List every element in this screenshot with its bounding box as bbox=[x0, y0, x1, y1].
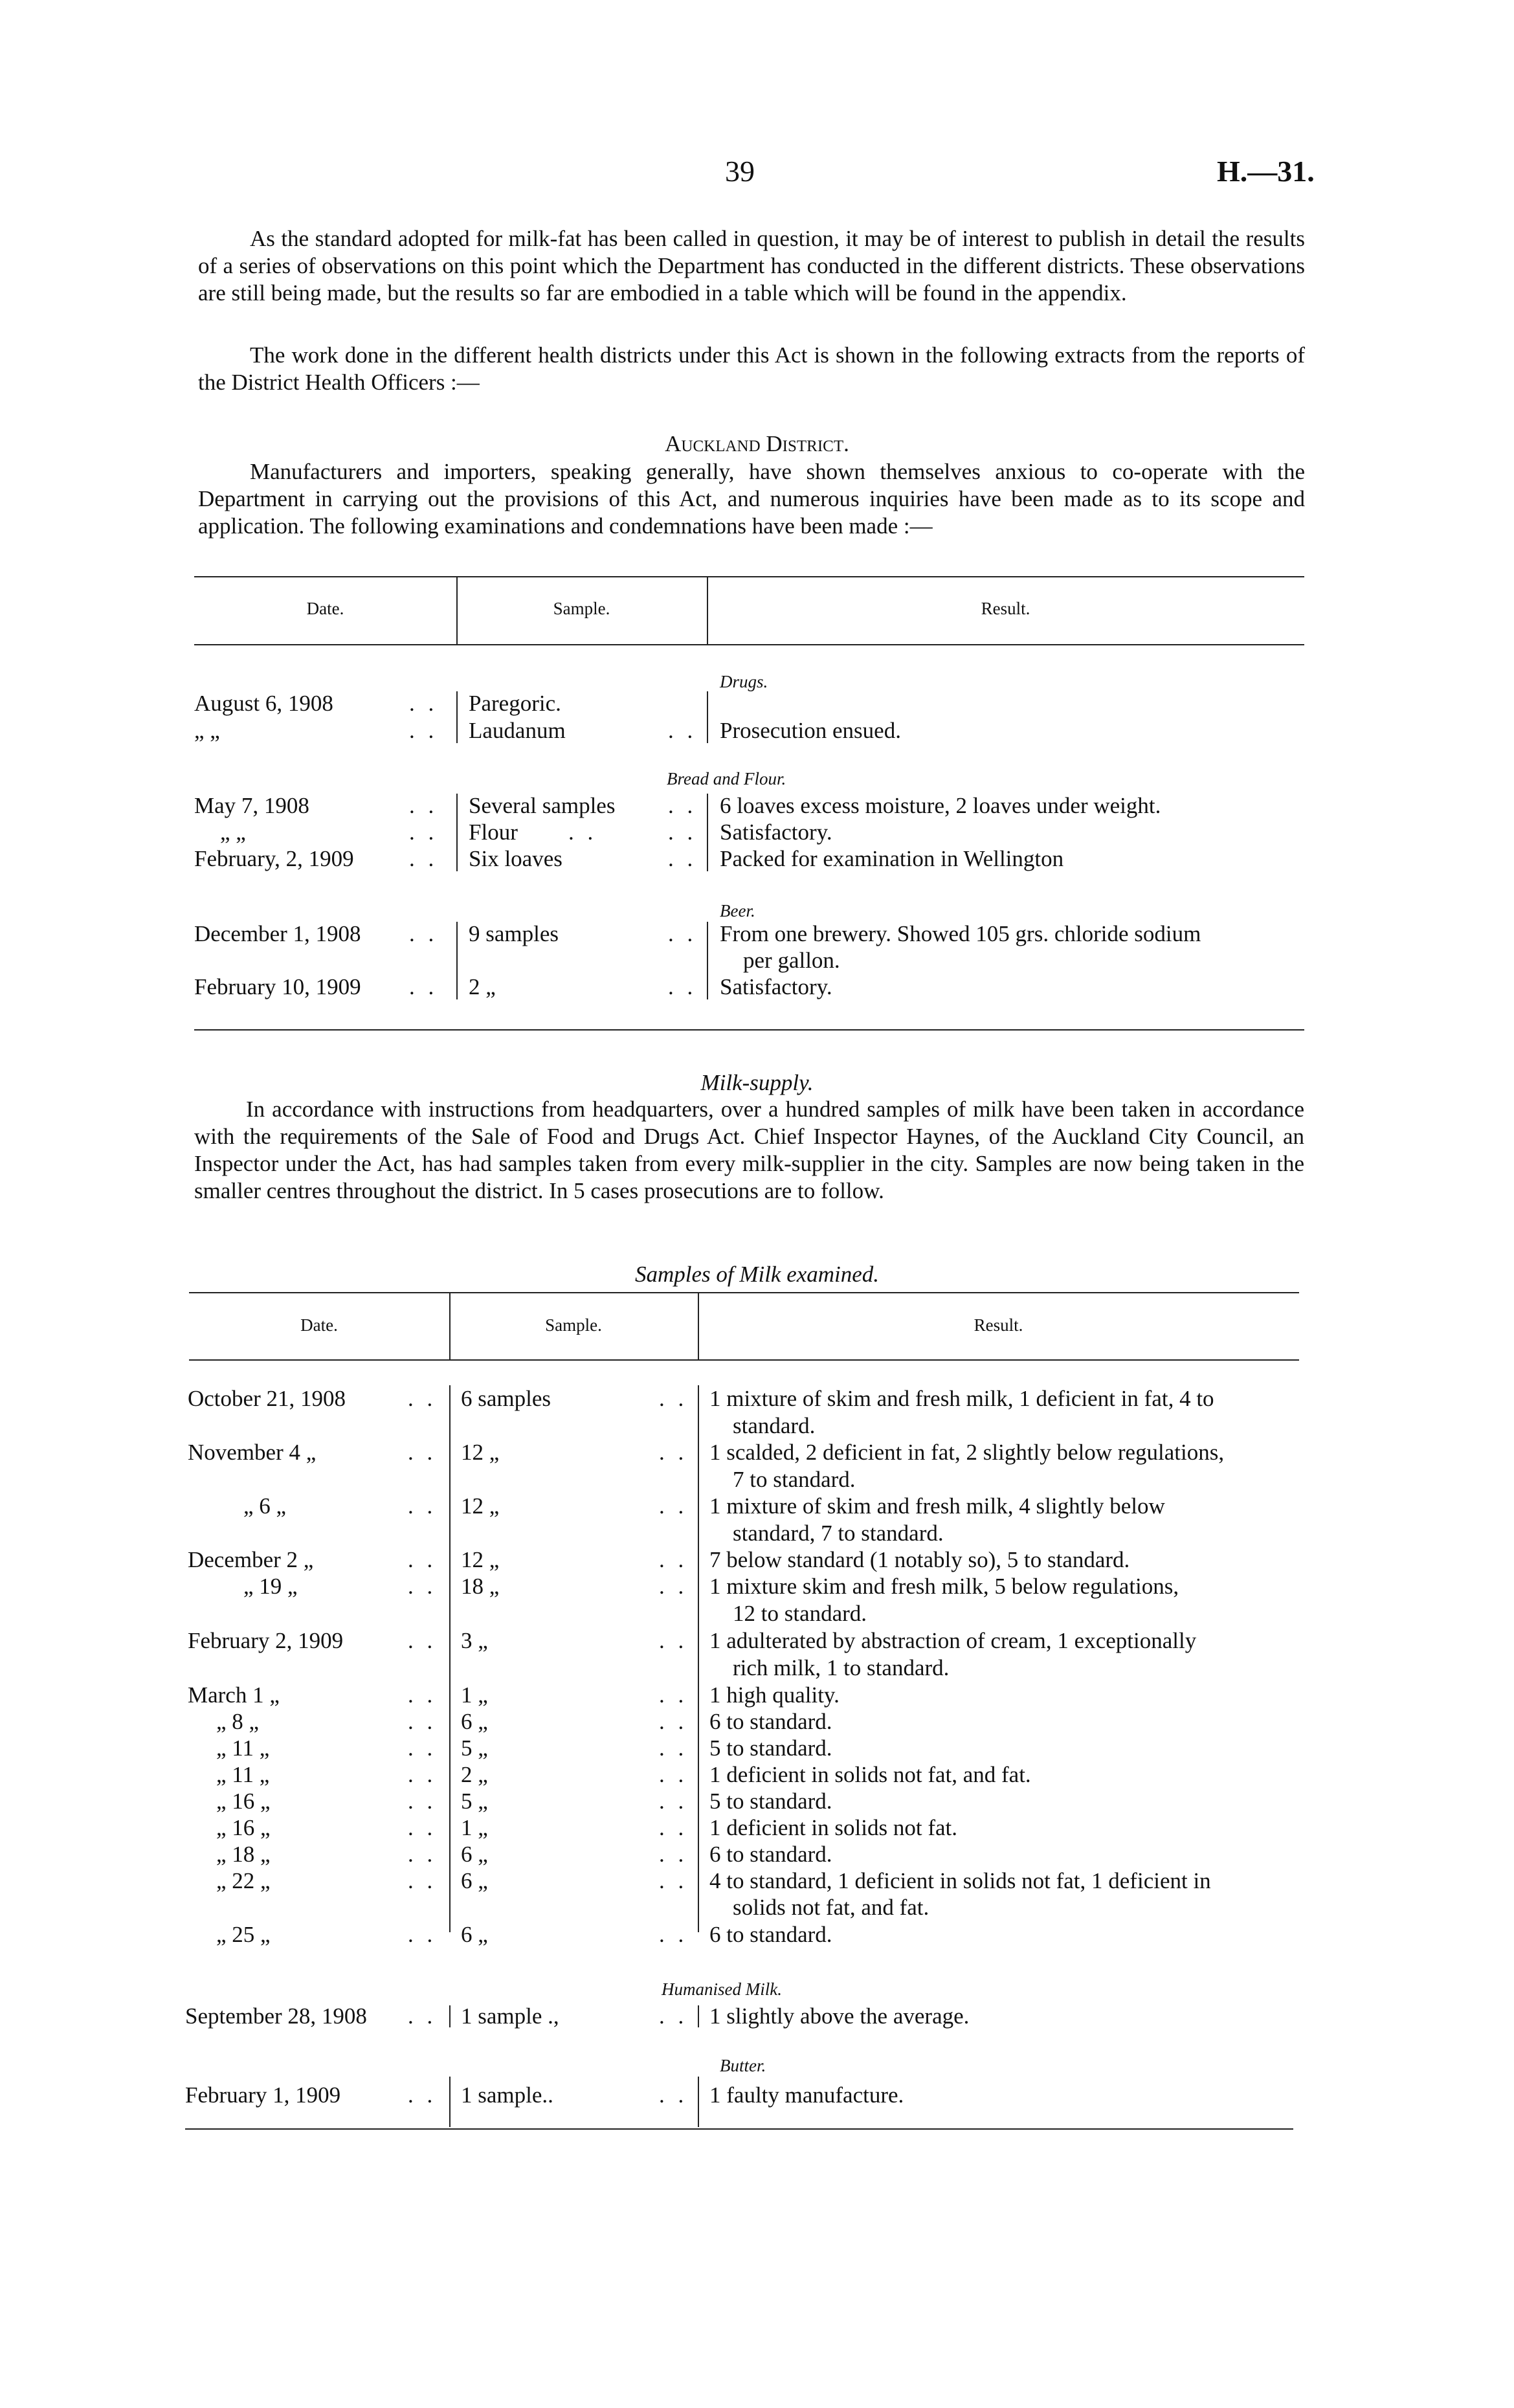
leader-dots: . . bbox=[408, 1682, 437, 1708]
table-row-date: August 6, 1908 bbox=[194, 691, 333, 716]
butter-result: 1 faulty manufacture. bbox=[709, 2082, 904, 2108]
table-row-date: November 4 „ bbox=[188, 1440, 317, 1465]
leader-dots: . . bbox=[659, 1842, 688, 1867]
leader-dots: . . bbox=[408, 1789, 437, 1814]
table-row-date: „ 11 „ bbox=[216, 1762, 270, 1787]
leader-dots: . . bbox=[659, 2003, 688, 2029]
leader-dots: . . bbox=[668, 921, 697, 946]
table-row-sample: 2 „ bbox=[469, 974, 496, 999]
table-row-date: „ „ bbox=[220, 819, 246, 845]
table2-header-sample: Sample. bbox=[545, 1315, 602, 1335]
table-row-sample: 12 „ bbox=[461, 1440, 500, 1465]
table-row-date: „ 16 „ bbox=[216, 1815, 271, 1840]
leader-dots: . . bbox=[659, 1628, 688, 1653]
table-row-result: 1 mixture of skim and fresh milk, 1 deficient in fat, 4 to bbox=[709, 1386, 1214, 1411]
page-number: 39 bbox=[725, 155, 755, 188]
table-row-date: „ 11 „ bbox=[216, 1735, 270, 1761]
leader-dots: . . bbox=[409, 819, 438, 845]
table-row-result: Satisfactory. bbox=[720, 974, 832, 999]
table-row-sample: 6 samples bbox=[461, 1386, 551, 1411]
table-row-sample: 18 „ bbox=[461, 1574, 500, 1599]
butter-sample: 1 sample.. bbox=[461, 2082, 553, 2108]
leader-dots: . . bbox=[659, 1868, 688, 1893]
leader-dots: . . bbox=[659, 1440, 688, 1465]
leader-dots: . . bbox=[659, 1922, 688, 1947]
table-row-date: May 7, 1908 bbox=[194, 793, 309, 818]
leader-dots: . . bbox=[408, 2082, 437, 2108]
table-row-result: 4 to standard, 1 deficient in solids not fat, 1 deficient in bbox=[709, 1868, 1211, 1893]
leader-dots: . . bbox=[659, 1709, 688, 1734]
leader-dots: . . bbox=[668, 793, 697, 818]
table-row-sample: 6 „ bbox=[461, 1922, 488, 1947]
milk-heading: Milk-supply. bbox=[700, 1070, 814, 1095]
table-row-date: „ 16 „ bbox=[216, 1789, 271, 1814]
leader-dots: . . bbox=[409, 691, 438, 716]
leader-dots: . . bbox=[408, 2003, 437, 2029]
leader-dots: . . bbox=[408, 1386, 437, 1411]
table1-header-date: Date. bbox=[306, 599, 344, 618]
section-drugs: Drugs. bbox=[720, 672, 768, 691]
table-row-sample: 12 „ bbox=[461, 1547, 500, 1572]
leader-dots: . . bbox=[659, 1574, 688, 1599]
table-row-result: 1 mixture of skim and fresh milk, 4 slightly below bbox=[709, 1493, 1165, 1519]
leader-dots: . . bbox=[409, 974, 438, 999]
table-row-sample: 6 „ bbox=[461, 1842, 488, 1867]
humanised-result: 1 slightly above the average. bbox=[709, 2003, 970, 2029]
table-row-result: Packed for examination in Wellington bbox=[720, 846, 1064, 871]
table-row-date: „ „ bbox=[194, 718, 220, 743]
table-row-result: 6 loaves excess moisture, 2 loaves under weight. bbox=[720, 793, 1161, 818]
leader-dots: . . bbox=[408, 1762, 437, 1787]
intro-paragraph-1: As the standard adopted for milk-fat has been called in question, it may be of interest to publish in detail the results of a series of observations on this point which the Department has conducted in the different districts. These observations are still being made, but the results so far are embodied in a table which will be found in the appendix. bbox=[198, 226, 1305, 306]
table-row-sample: 9 samples bbox=[469, 921, 559, 946]
table2-header-result: Result. bbox=[974, 1315, 1023, 1335]
table-row-sample: 12 „ bbox=[461, 1493, 500, 1519]
auckland-paragraph: Manufacturers and importers, speaking generally, have shown themselves anxious to co-operate with the Department in carrying out the provisions of this Act, and numerous inquiries have been made as to its scope and application. The following examinations and condemnations have been made :— bbox=[198, 459, 1305, 539]
leader-dots: . . bbox=[659, 2082, 688, 2108]
table1-header-result: Result. bbox=[981, 599, 1030, 618]
leader-dots: . . bbox=[659, 1682, 688, 1708]
leader-dots: . . bbox=[659, 1547, 688, 1572]
table-row-sample: 1 „ bbox=[461, 1815, 488, 1840]
table-row-sample: Flour bbox=[469, 819, 518, 845]
auckland-heading: Auckland District. bbox=[665, 431, 849, 456]
leader-dots: . . bbox=[668, 846, 697, 871]
table-row-date: „ 6 „ bbox=[243, 1493, 287, 1519]
table-row-result: 6 to standard. bbox=[709, 1842, 832, 1867]
leader-dots: . . bbox=[408, 1868, 437, 1893]
leader-dots: . . bbox=[409, 846, 438, 871]
table-row-sample: 6 „ bbox=[461, 1709, 488, 1734]
table-row-result-continued: standard, 7 to standard. bbox=[733, 1521, 944, 1546]
leader-dots: . . bbox=[408, 1574, 437, 1599]
table-row-sample: Laudanum bbox=[469, 718, 566, 743]
table-row-result: Prosecution ensued. bbox=[720, 718, 901, 743]
humanised-date: September 28, 1908 bbox=[185, 2003, 367, 2029]
table-row-date: March 1 „ bbox=[188, 1682, 280, 1708]
table-row-result: 7 below standard (1 notably so), 5 to standard. bbox=[709, 1547, 1130, 1572]
table-row-sample: 3 „ bbox=[461, 1628, 488, 1653]
table-row-result: 1 deficient in solids not fat. bbox=[709, 1815, 957, 1840]
section-humanised-milk: Humanised Milk. bbox=[662, 1979, 782, 1999]
table-row-date: December 2 „ bbox=[188, 1547, 314, 1572]
document-reference: H.—31. bbox=[1217, 155, 1315, 188]
table-row-result-continued: 7 to standard. bbox=[733, 1467, 856, 1492]
table-row-result-continued: per gallon. bbox=[743, 948, 840, 973]
leader-dots: . . bbox=[408, 1815, 437, 1840]
table-row-date: „ 8 „ bbox=[216, 1709, 260, 1734]
table-row-result: 1 adulterated by abstraction of cream, 1 exceptionally bbox=[709, 1628, 1197, 1653]
table-row-result-continued: standard. bbox=[733, 1413, 816, 1438]
table-row-sample: Several samples bbox=[469, 793, 616, 818]
leader-dots: . . bbox=[568, 819, 597, 845]
leader-dots: . . bbox=[409, 921, 438, 946]
leader-dots: . . bbox=[659, 1815, 688, 1840]
table-row-sample: 5 „ bbox=[461, 1735, 488, 1761]
leader-dots: . . bbox=[408, 1842, 437, 1867]
table-row-sample: 1 „ bbox=[461, 1682, 488, 1708]
table-row-sample: 5 „ bbox=[461, 1789, 488, 1814]
table-row-result: From one brewery. Showed 105 grs. chloride sodium bbox=[720, 921, 1201, 946]
table-row-date: „ 19 „ bbox=[243, 1574, 298, 1599]
leader-dots: . . bbox=[659, 1735, 688, 1761]
leader-dots: . . bbox=[408, 1493, 437, 1519]
table-row-date: „ 22 „ bbox=[216, 1868, 271, 1893]
leader-dots: . . bbox=[659, 1386, 688, 1411]
table-row-result-continued: rich milk, 1 to standard. bbox=[733, 1655, 950, 1680]
table1-header-sample: Sample. bbox=[553, 599, 610, 618]
table-row-sample: Six loaves bbox=[469, 846, 562, 871]
table-row-result: 1 mixture skim and fresh milk, 5 below regulations, bbox=[709, 1574, 1179, 1599]
table-row-date: October 21, 1908 bbox=[188, 1386, 346, 1411]
leader-dots: . . bbox=[659, 1789, 688, 1814]
table-row-date: „ 18 „ bbox=[216, 1842, 271, 1867]
humanised-sample: 1 sample ., bbox=[461, 2003, 559, 2029]
table-row-result: 5 to standard. bbox=[709, 1789, 832, 1814]
leader-dots: . . bbox=[408, 1440, 437, 1465]
table-row-date: February 10, 1909 bbox=[194, 974, 361, 999]
table-row-date: February 2, 1909 bbox=[188, 1628, 344, 1653]
table-row-date: „ 25 „ bbox=[216, 1922, 271, 1947]
leader-dots: . . bbox=[408, 1628, 437, 1653]
milk-table-title: Samples of Milk examined. bbox=[634, 1262, 880, 1287]
leader-dots: . . bbox=[409, 718, 438, 743]
table2-header-date: Date. bbox=[300, 1315, 338, 1335]
leader-dots: . . bbox=[408, 1709, 437, 1734]
table-row-sample: 6 „ bbox=[461, 1868, 488, 1893]
table-row-sample: 2 „ bbox=[461, 1762, 488, 1787]
table-row-result: Satisfactory. bbox=[720, 819, 832, 845]
leader-dots: . . bbox=[408, 1922, 437, 1947]
leader-dots: . . bbox=[668, 974, 697, 999]
table-row-result-continued: solids not fat, and fat. bbox=[733, 1895, 930, 1920]
section-bread-flour: Bread and Flour. bbox=[667, 769, 786, 788]
table-row-result: 1 scalded, 2 deficient in fat, 2 slightly below regulations, bbox=[709, 1440, 1225, 1465]
table-row-result-continued: 12 to standard. bbox=[733, 1601, 867, 1626]
table-row-result: 5 to standard. bbox=[709, 1735, 832, 1761]
table-row-sample: Paregoric. bbox=[469, 691, 561, 716]
leader-dots: . . bbox=[659, 1493, 688, 1519]
table-row-result: 1 high quality. bbox=[709, 1682, 840, 1708]
butter-date: February 1, 1909 bbox=[185, 2082, 341, 2108]
table-row-date: February, 2, 1909 bbox=[194, 846, 354, 871]
leader-dots: . . bbox=[408, 1735, 437, 1761]
table-row-result: 6 to standard. bbox=[709, 1922, 832, 1947]
milk-paragraph: In accordance with instructions from headquarters, over a hundred samples of milk have been taken in accordance with the requirements of the Sale of Food and Drugs Act. Chief Inspector Haynes, of the Auckland City Council, an Inspector under the Act, has had samples taken from every milk-supplier in the city. Samples are now being taken in the smaller centres throughout the district. In 5 cases prosecutions are to follow. bbox=[194, 1097, 1304, 1203]
leader-dots: . . bbox=[409, 793, 438, 818]
section-butter: Butter. bbox=[720, 2056, 766, 2075]
table-row-date: December 1, 1908 bbox=[194, 921, 361, 946]
table-row-result: 6 to standard. bbox=[709, 1709, 832, 1734]
leader-dots: . . bbox=[668, 718, 697, 743]
intro-paragraph-2: The work done in the different health districts under this Act is shown in the following extracts from the reports of the District Health Officers :— bbox=[198, 342, 1305, 395]
table-row-result: 1 deficient in solids not fat, and fat. bbox=[709, 1762, 1031, 1787]
section-beer: Beer. bbox=[720, 901, 755, 920]
leader-dots: . . bbox=[659, 1762, 688, 1787]
leader-dots: . . bbox=[408, 1547, 437, 1572]
leader-dots: . . bbox=[668, 819, 697, 845]
